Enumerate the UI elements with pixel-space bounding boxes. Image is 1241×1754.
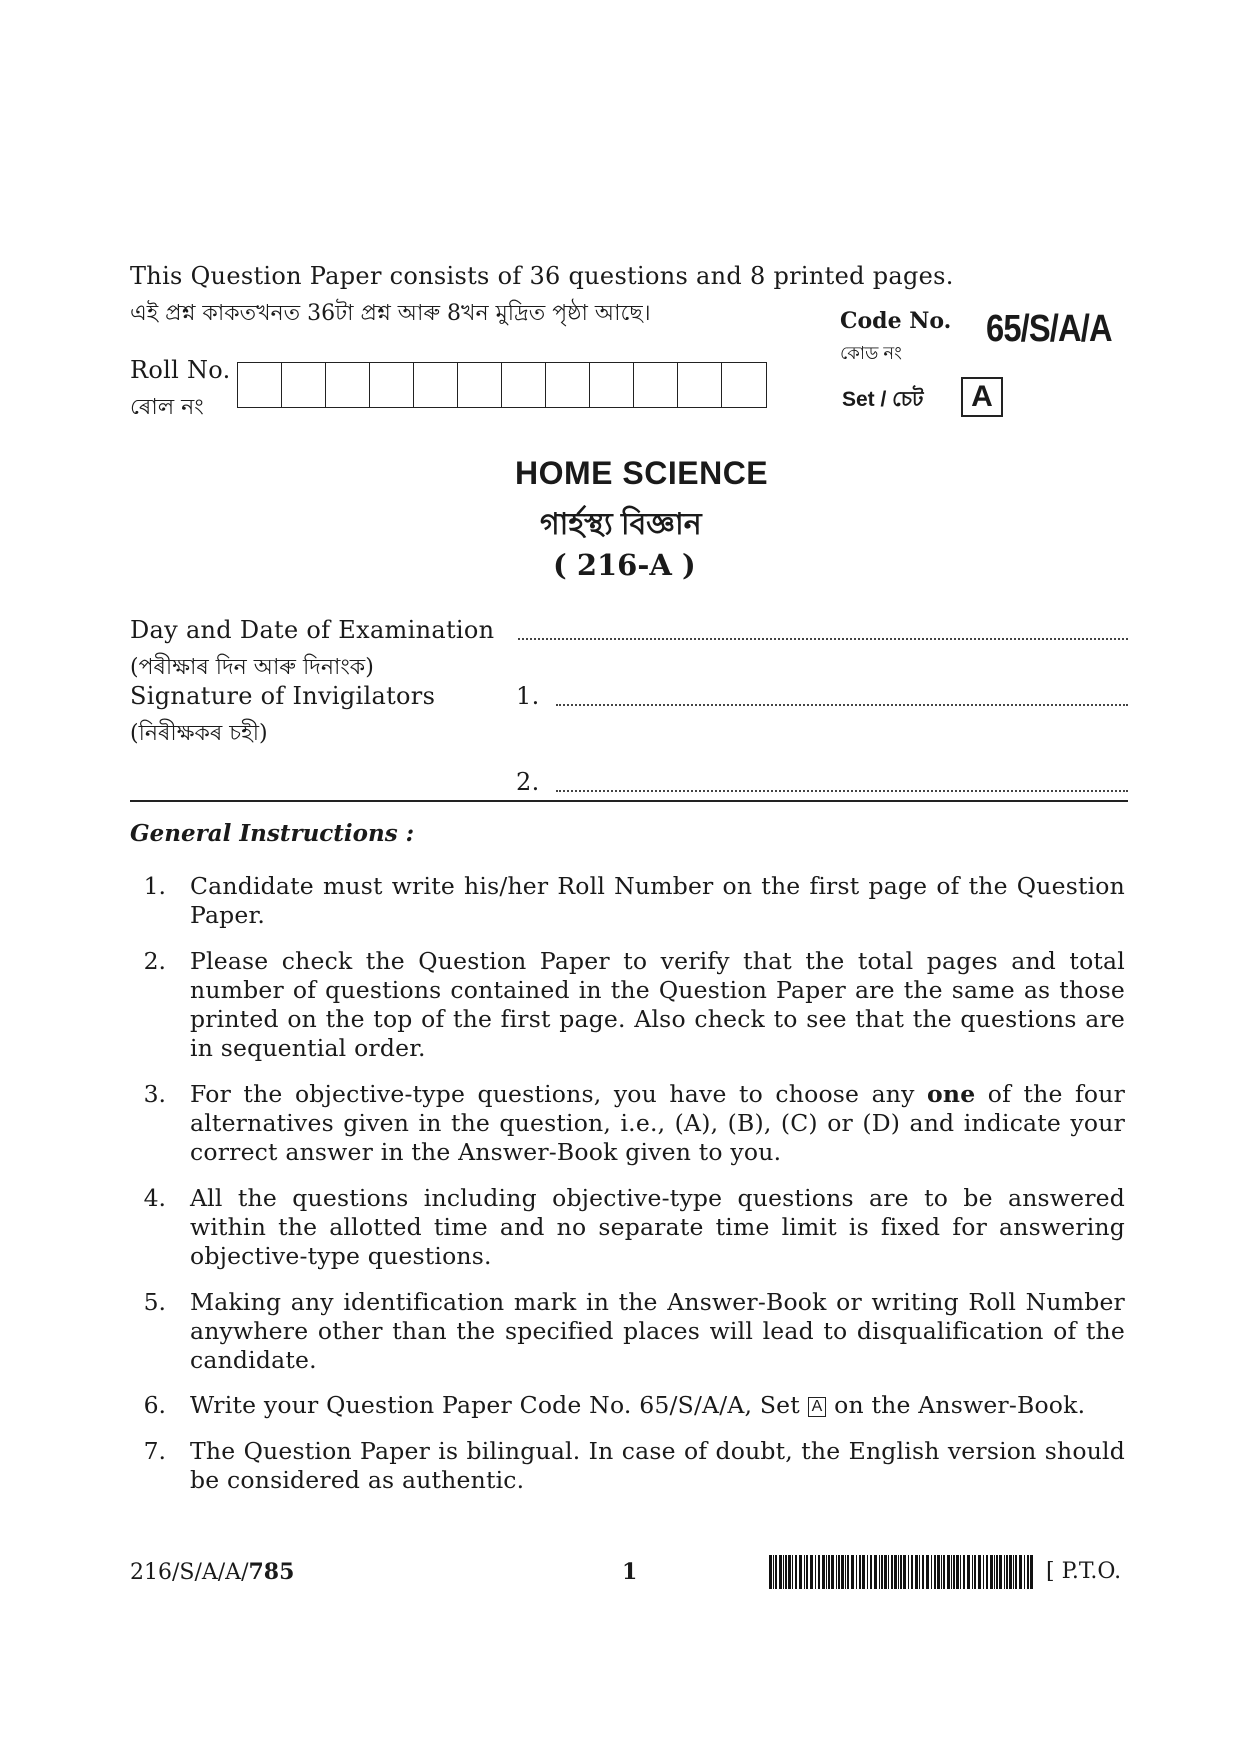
barcode-bar	[963, 1555, 965, 1589]
roll-no-label: Roll No.	[130, 356, 231, 384]
barcode-bar	[785, 1555, 787, 1589]
barcode-bar	[1030, 1555, 1033, 1589]
barcode-bar	[894, 1555, 897, 1589]
instructions-heading: General Instructions :	[130, 820, 415, 847]
barcode-bar	[937, 1555, 940, 1589]
paper-info-assamese: এই প্ৰশ্ন কাকতখনত 36টা প্ৰশ্ন আৰু 8খন মুদ্ৰিত পৃষ্ঠা আছে।	[130, 301, 651, 326]
barcode-bar	[1006, 1555, 1008, 1589]
barcode-bar	[986, 1555, 988, 1589]
barcode-bar	[1027, 1555, 1029, 1589]
barcode-bar	[815, 1555, 816, 1589]
barcode-bar	[836, 1555, 837, 1589]
code-no-label-assamese: কোড নং	[840, 343, 902, 363]
roll-number-box[interactable]	[590, 363, 634, 407]
barcode-bar	[891, 1555, 893, 1589]
barcode-bar	[1004, 1555, 1005, 1589]
barcode-bar	[1009, 1555, 1012, 1589]
set-value: A	[971, 380, 993, 413]
barcode-bar	[838, 1555, 840, 1589]
instruction-4-text: All the questions including objective-type questions are to be answered within the allotted time and no separate time limit is fixed for answering objective-type questions.	[190, 1184, 1125, 1270]
barcode-bar	[851, 1555, 854, 1589]
subject-title-assamese: গাৰ্হস্থ্য বিজ্ঞান	[540, 508, 702, 541]
footer-paper-code-prefix: 216/S/A/A/	[130, 1560, 249, 1585]
barcode-bar	[900, 1555, 902, 1589]
barcode-bar	[779, 1555, 782, 1589]
barcode-bar	[953, 1555, 955, 1589]
barcode-bar	[972, 1555, 973, 1589]
barcode-bar	[788, 1555, 791, 1589]
roll-number-box[interactable]	[678, 363, 722, 407]
barcode-bar	[769, 1555, 772, 1589]
roll-number-box[interactable]	[326, 363, 370, 407]
barcode-bar	[867, 1555, 868, 1589]
instruction-2-text: Please check the Question Paper to verify that the total pages and total number of questions contained in the Question Paper are the same as those printed on the top of the first page. Also check to see that the questions are in sequential order.	[190, 947, 1125, 1062]
signature-1-field[interactable]	[556, 704, 1128, 706]
signature-2-field[interactable]	[556, 790, 1128, 792]
instruction-6-number: 6.	[143, 1391, 166, 1419]
barcode-bar	[1013, 1555, 1014, 1589]
roll-number-box[interactable]	[458, 363, 502, 407]
footer-paper-code	[130, 1559, 294, 1585]
barcode-bar	[999, 1555, 1002, 1589]
roll-number-box[interactable]	[238, 363, 282, 407]
paper-info-english: This Question Paper consists of 36 questions and 8 printed pages.	[130, 262, 954, 290]
barcode-bar	[828, 1555, 830, 1589]
instruction-6-text-after: on the Answer-Book.	[826, 1391, 1086, 1419]
barcode-bar	[881, 1555, 883, 1589]
subject-code: ( 216-A )	[553, 548, 696, 582]
instruction-7-text: The Question Paper is bilingual. In case of doubt, the English version should be considered as authentic.	[190, 1437, 1125, 1494]
barcode-bar	[773, 1555, 774, 1589]
divider-rule	[130, 800, 1128, 802]
barcode-bar	[941, 1555, 942, 1589]
barcode-bar	[908, 1555, 909, 1589]
day-date-field[interactable]	[518, 638, 1128, 640]
barcode-bar	[799, 1555, 802, 1589]
signature-1-number: 1.	[516, 682, 540, 710]
instruction-2-number: 2.	[143, 947, 166, 975]
set-value-box	[961, 377, 1003, 417]
roll-number-box[interactable]	[370, 363, 414, 407]
signature-label: Signature of Invigilators	[130, 682, 436, 710]
instruction-7-number: 7.	[143, 1437, 166, 1465]
instruction-6-set-box: A	[808, 1397, 827, 1417]
barcode-bar	[783, 1555, 784, 1589]
roll-number-box[interactable]	[634, 363, 678, 407]
barcode-bar	[804, 1555, 805, 1589]
barcode-bar	[996, 1555, 998, 1589]
barcode-bar	[1019, 1555, 1022, 1589]
barcode-bar	[826, 1555, 827, 1589]
page-number: 1	[622, 1559, 638, 1585]
signature-label-assamese: (নিৰীক্ষকৰ চহী)	[130, 721, 268, 746]
code-no-value: 65/S/A/A	[986, 308, 1112, 350]
barcode-bar	[792, 1555, 793, 1589]
barcode-image	[769, 1555, 1033, 1589]
barcode-bar	[810, 1555, 813, 1589]
instruction-5-text: Making any identification mark in the Answer-Book or writing Roll Number anywhere other than the specified places will lead to disqualification of the candidate.	[190, 1288, 1125, 1374]
day-date-label: Day and Date of Examination	[130, 616, 495, 644]
barcode-bar	[879, 1555, 880, 1589]
barcode-bar	[1015, 1555, 1017, 1589]
barcode-bar	[859, 1555, 861, 1589]
barcode-bar	[903, 1555, 906, 1589]
roll-number-box[interactable]	[502, 363, 546, 407]
barcode-bar	[943, 1555, 945, 1589]
barcode-bar	[947, 1555, 950, 1589]
code-no-label: Code No.	[840, 308, 952, 334]
instruction-3-bold: one	[927, 1080, 976, 1108]
barcode-bar	[806, 1555, 808, 1589]
barcode-bar	[856, 1555, 857, 1589]
instruction-3-text-after: of the four alternatives given in the question, i.e., (A), (B), (C) or (D) and indicate your correct answer in the Answer-Book given to you.	[190, 1080, 1125, 1166]
barcode-bar	[795, 1555, 797, 1589]
pto-label: [ P.T.O.	[1046, 1559, 1122, 1584]
roll-number-boxes[interactable]	[237, 362, 767, 408]
instruction-1-text: Candidate must write his/her Roll Number on the first page of the Question Paper.	[190, 872, 1125, 929]
set-label: Set / চেট	[842, 388, 924, 411]
barcode-bar	[967, 1555, 970, 1589]
barcode-bar	[983, 1555, 984, 1589]
barcode-bar	[1024, 1555, 1025, 1589]
barcode-bar	[898, 1555, 899, 1589]
barcode-bar	[934, 1555, 936, 1589]
barcode-bar	[841, 1555, 844, 1589]
barcode-bar	[845, 1555, 846, 1589]
instruction-5-number: 5.	[143, 1288, 166, 1316]
roll-number-box[interactable]	[282, 363, 326, 407]
roll-number-box[interactable]	[414, 363, 458, 407]
barcode-bar	[822, 1555, 825, 1589]
barcode-bar	[870, 1555, 872, 1589]
barcode-bar	[775, 1555, 777, 1589]
barcode-bar	[818, 1555, 820, 1589]
barcode-bar	[931, 1555, 932, 1589]
instruction-4-number: 4.	[143, 1184, 166, 1212]
barcode-bar	[994, 1555, 995, 1589]
barcode-bar	[911, 1555, 913, 1589]
footer-paper-code-suffix: 785	[248, 1559, 295, 1585]
barcode-bar	[974, 1555, 976, 1589]
instruction-3-number: 3.	[143, 1080, 166, 1108]
signature-2-number: 2.	[516, 768, 540, 796]
instruction-6-text	[190, 1391, 1125, 1420]
barcode-bar	[951, 1555, 952, 1589]
barcode-bar	[915, 1555, 918, 1589]
roll-number-box[interactable]	[722, 363, 766, 407]
instruction-3-text	[190, 1080, 1125, 1167]
barcode-bar	[831, 1555, 834, 1589]
barcode-bar	[922, 1555, 924, 1589]
instruction-3-text-before: For the objective-type questions, you have to choose any	[190, 1080, 928, 1108]
barcode-bar	[926, 1555, 929, 1589]
barcode-bar	[862, 1555, 865, 1589]
roll-no-label-assamese: ৰোল নং	[130, 395, 204, 420]
barcode-bar	[847, 1555, 849, 1589]
barcode-bar	[960, 1555, 961, 1589]
barcode-bar	[874, 1555, 877, 1589]
barcode-bar	[978, 1555, 981, 1589]
barcode-bar	[888, 1555, 889, 1589]
subject-title: HOME SCIENCE	[515, 455, 769, 491]
barcode-bar	[956, 1555, 959, 1589]
barcode-bar	[990, 1555, 993, 1589]
day-date-label-assamese: (পৰীক্ষাৰ দিন আৰু দিনাংক)	[130, 655, 374, 680]
roll-number-box[interactable]	[546, 363, 590, 407]
barcode-bar	[884, 1555, 887, 1589]
instruction-6-text-before: Write your Question Paper Code No. 65/S/A/A, Set	[190, 1391, 808, 1419]
barcode-bar	[919, 1555, 920, 1589]
instruction-1-number: 1.	[143, 872, 166, 900]
